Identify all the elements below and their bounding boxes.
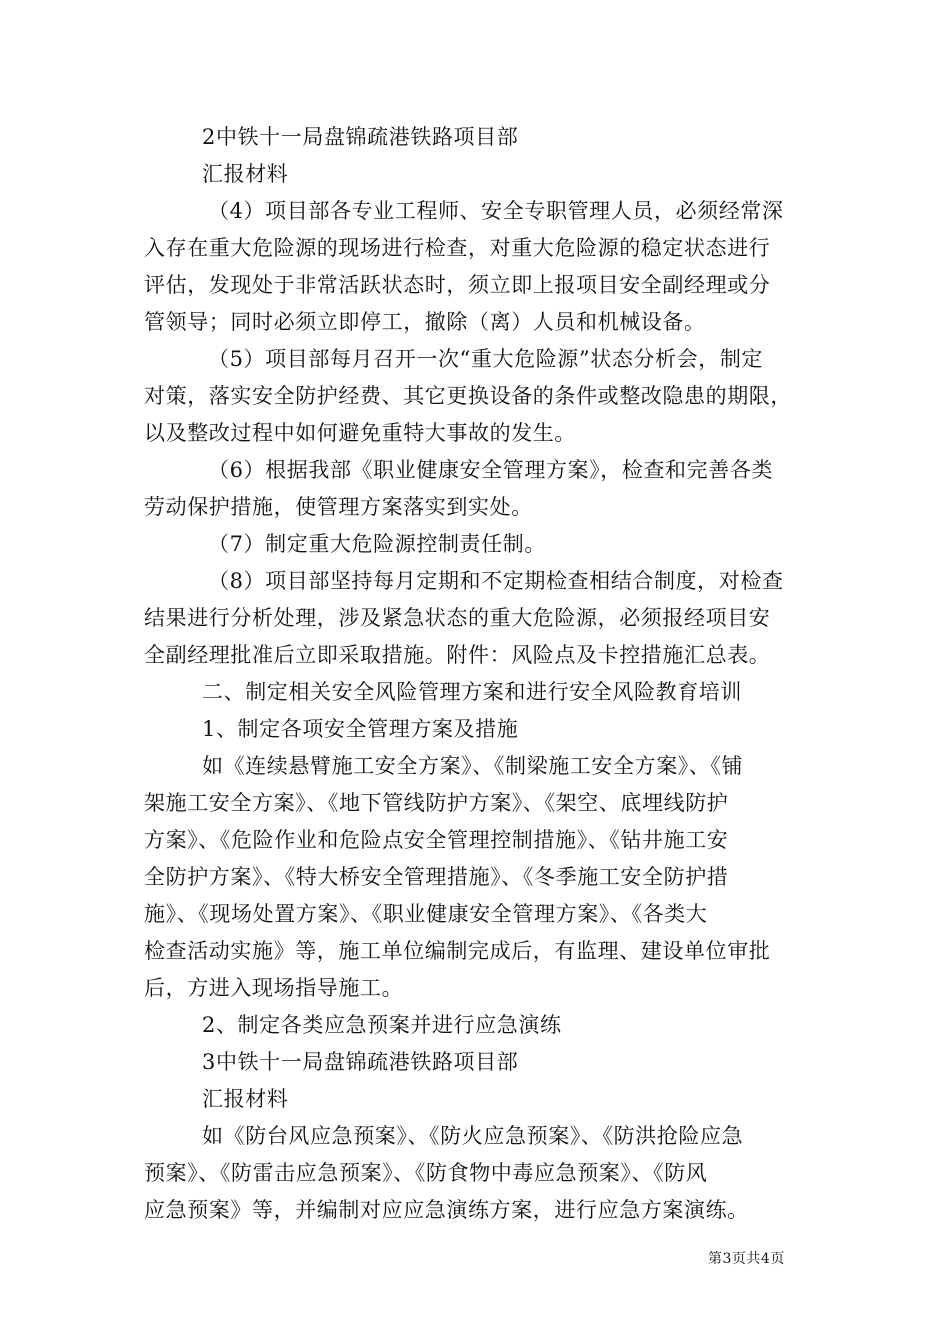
page-number: 第3页共4页 [708, 1251, 785, 1267]
paragraph-line: （5）项目部每月召开一次“重大危险源”状态分析会，制定 [208, 347, 764, 371]
running-header: 3中铁十一局盘锦疏港铁路项目部 [202, 1050, 519, 1074]
paragraph-line: （4）项目部各专业工程师、安全专职管理人员，必须经常深 [208, 199, 784, 223]
running-header: 2中铁十一局盘锦疏港铁路项目部 [202, 125, 519, 149]
paragraph-line: 如《防台风应急预案》、《防火应急预案》、《防洪抢险应急 [202, 1124, 744, 1148]
paragraph-line: 劳动保护措施，使管理方案落实到实处。 [144, 495, 533, 519]
paragraph-line: 管领导；同时必须立即停工，撤除（离）人员和机械设备。 [144, 310, 706, 334]
paragraph-line: 如《连续悬臂施工安全方案》、《制梁施工安全方案》、《铺 [202, 754, 744, 778]
paragraph-line: （8）项目部坚持每月定期和不定期检查相结合制度，对检查 [208, 569, 784, 593]
paragraph-line: 结果进行分析处理，涉及紧急状态的重大危险源，必须报经项目安 [144, 606, 771, 630]
paragraph-line: 评估，发现处于非常活跃状态时，须立即上报项目安全副经理或分 [144, 273, 771, 297]
paragraph-line: 全防护方案》、《特大桥安全管理措施》、《冬季施工安全防护措 [144, 865, 729, 889]
paragraph-line: 后，方进入现场指导施工。 [144, 976, 404, 1000]
subsection-heading: 1、制定各项安全管理方案及措施 [202, 717, 519, 741]
paragraph-line: （7）制定重大危险源控制责任制。 [208, 532, 546, 556]
paragraph-line: 施》、《现场处置方案》、《职业健康安全管理方案》、《各类大 [144, 902, 708, 926]
paragraph-line: 应急预案》等，并编制对应应急演练方案，进行应急方案演练。 [144, 1198, 749, 1222]
document-body [144, 119, 808, 1229]
paragraph-line: 以及整改过程中如何避免重特大事故的发生。 [144, 421, 576, 445]
paragraph-line: 全副经理批准后立即采取措施。附件：风险点及卡控措施汇总表。 [144, 643, 771, 667]
paragraph-line: 入存在重大危险源的现场进行检查，对重大危险源的稳定状态进行 [144, 236, 771, 260]
paragraph-line: 预案》、《防雷击应急预案》、《防食物中毒应急预案》、《防风 [144, 1161, 708, 1185]
paragraph-line: 架施工安全方案》、《地下管线防护方案》、《架空、底埋线防护 [144, 791, 729, 815]
paragraph-line: （6）根据我部《职业健康安全管理方案》，检查和完善各类 [208, 458, 774, 482]
running-header-subtitle: 汇报材料 [202, 1087, 289, 1111]
running-header-subtitle: 汇报材料 [202, 162, 289, 186]
section-heading: 二、制定相关安全风险管理方案和进行安全风险教育培训 [202, 680, 742, 704]
subsection-heading: 2、制定各类应急预案并进行应急演练 [202, 1013, 562, 1037]
paragraph-line: 方案》、《危险作业和危险点安全管理控制措施》、《钻井施工安 [144, 828, 729, 852]
paragraph-line: 对策，落实安全防护经费、其它更换设备的条件或整改隐患的期限， [144, 384, 792, 408]
paragraph-line: 检查活动实施》等，施工单位编制完成后，有监理、建设单位审批 [144, 939, 771, 963]
